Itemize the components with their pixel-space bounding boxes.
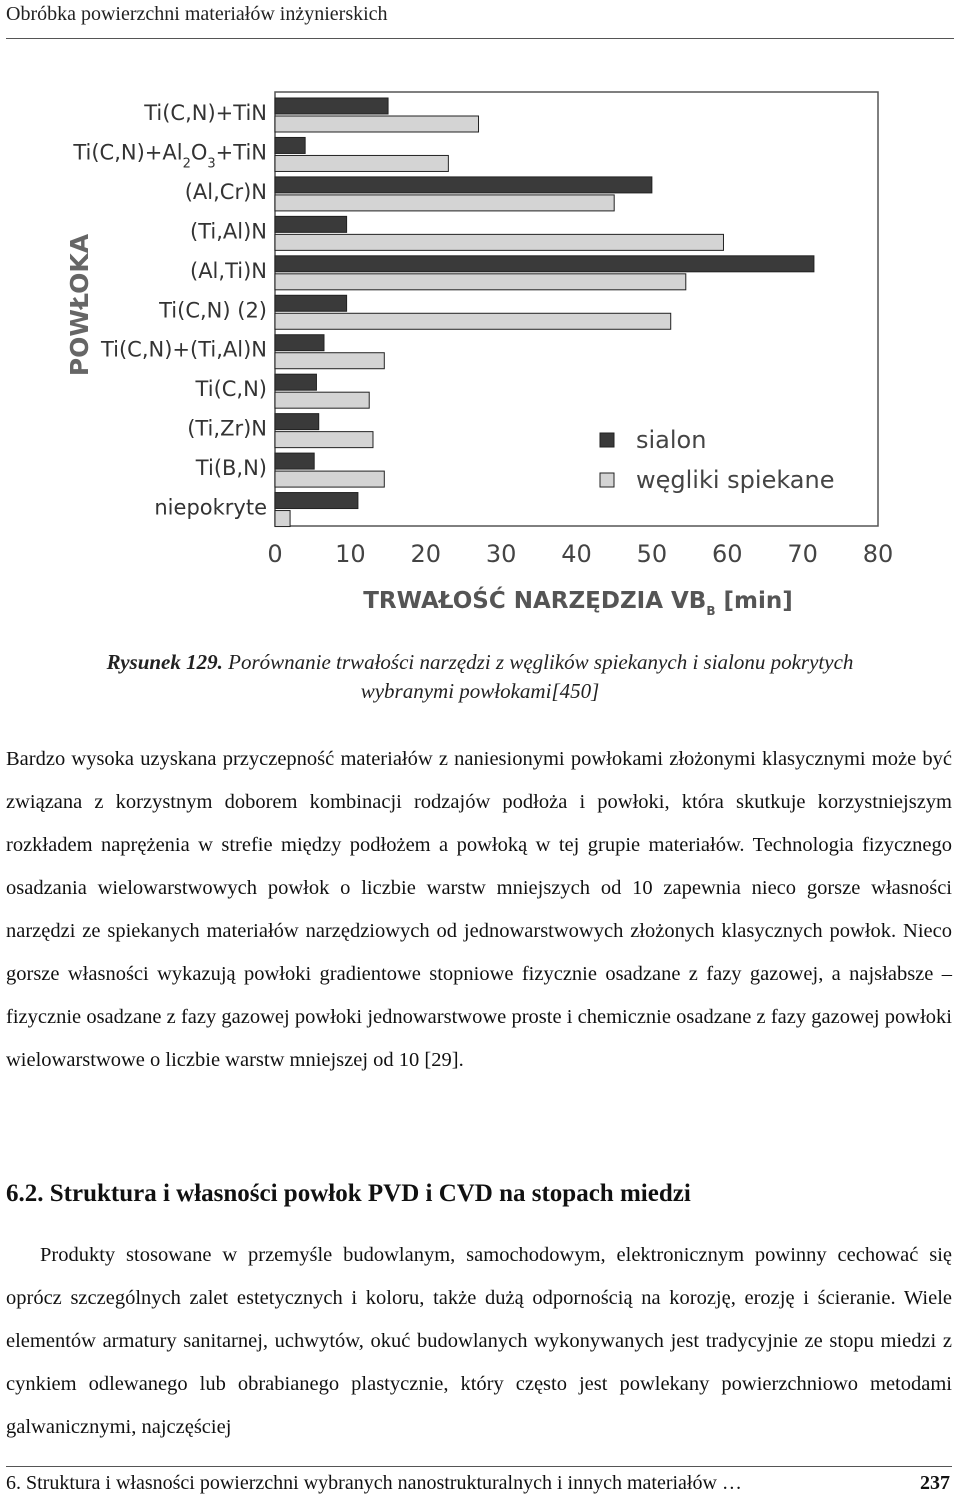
page-footer (6, 1466, 952, 1501)
bar-wegliki-2 (275, 195, 614, 211)
bar-sialon-0 (275, 98, 388, 114)
page-number: 237 (920, 1472, 950, 1494)
x-axis-label: TRWAŁOŚĆ NARZĘDZIA $VB_B$ [min] (363, 588, 793, 618)
category-label: Ti(C,N) (2) (159, 298, 267, 323)
bar-wegliki-6 (275, 353, 384, 369)
bar-sialon-6 (275, 335, 324, 351)
category-label: (Ti,Al)N (190, 219, 267, 244)
x-tick-label: 30 (485, 540, 517, 568)
x-tick-label: 50 (636, 540, 668, 568)
figure-chart (0, 80, 960, 640)
x-tick-label: 10 (335, 540, 366, 568)
x-tick-label: 80 (862, 540, 894, 568)
legend-swatch (600, 433, 614, 447)
category-label: Ti(C,N)+(Ti,Al)N (100, 337, 267, 362)
bar-sialon-3 (275, 216, 347, 232)
bar-wegliki-5 (275, 313, 671, 329)
category-label: (Al,Cr)N (184, 179, 267, 204)
caption-label: Rysunek 129. (106, 650, 223, 674)
x-tick-label: 70 (787, 540, 818, 568)
bar-sialon-1 (275, 137, 305, 153)
bar-wegliki-10 (275, 511, 290, 527)
running-title: Obróbka powierzchni materiałów inżynierskich (6, 3, 388, 25)
bar-wegliki-9 (275, 471, 384, 487)
bar-wegliki-8 (275, 432, 373, 448)
category-label: Ti(C,N) (195, 377, 267, 402)
section-heading: 6.2. Struktura i własności powłok PVD i CVD na stopach miedzi (6, 1180, 691, 1207)
bar-sialon-8 (275, 414, 319, 430)
bar-sialon-2 (275, 177, 652, 193)
figure-caption (0, 648, 960, 706)
category-label: Ti(C,N)+TiN (144, 101, 267, 125)
bar-wegliki-3 (275, 234, 723, 250)
bar-chart (0, 80, 960, 640)
x-tick-label: 60 (711, 540, 743, 568)
category-label: niepokryte (154, 495, 267, 520)
body-paragraph-1: Bardzo wysoka uzyskana przyczepność materiałów z naniesionymi powłokami złożonymi klasycznymi może być związana z korzystnym doborem kombinacji rodzajów podłoża i powłoki, która skutkuje korzystniejszym rozkładem naprężenia w strefie między podłożem a powłoką w tej grupie materiałów. Technologia fizycznego osadzania wielowarstwowych powłok o liczbie warstw mniejszych od 10 zapewnia nieco gorsze własności narzędzi ze spiekanych materiałów narzędziowych od jednowarstwowych złożonych klasycznych powłok. Nieco gorsze własności wykazują powłoki gradientowe stopniowe fizycznie osadzane z fazy gazowej, a najsłabsze – fizycznie osadzane z fazy gazowej powłoki jednowarstwowe proste i chemicznie osadzane z fazy gazowej powłoki wielowarstwowe o liczbie warstw mniejszej od 10 [29]. (6, 748, 952, 1071)
legend-label: węgliki spiekane (636, 466, 835, 494)
legend-label: sialon (636, 426, 707, 454)
body-paragraph-2: Produkty stosowane w przemyśle budowlanym, samochodowym, elektronicznym powinny cechować się oprócz szczególnych zalet estetycznych i koloru, także dużą odpornością na korozję, erozję i ścieranie. Wiele elementów armatury sanitarnej, uchwytów, okuć budowlanych wykonywanych jest tradycyjnie ze stopu miedzi z cynkiem odlewanego lub obrabianego plastycznie, który często jest powlekany powierzchniowo metodami galwanicznymi, najczęściej (6, 1244, 952, 1438)
x-tick-label: 40 (561, 540, 592, 568)
y-axis-label: POWŁOKA (65, 233, 94, 377)
x-tick-label: 0 (267, 540, 283, 568)
bar-sialon-7 (275, 374, 316, 390)
category-label: $Ti(C,N)+Al_2O_3+TiN$ (73, 140, 267, 171)
footer-chapter: 6. Struktura i własności powierzchni wybranych nanostrukturalnych i innych materiałów … (6, 1472, 742, 1494)
x-tick-label: 20 (410, 540, 442, 568)
bar-sialon-5 (275, 295, 347, 311)
bar-sialon-4 (275, 256, 814, 272)
category-label: (Al,Ti)N (190, 258, 267, 283)
category-label: (Ti,Zr)N (187, 416, 267, 441)
caption-line-1: Porównanie trwałości narzędzi z węglików spiekanych i sialonu pokrytych (228, 650, 854, 674)
bar-sialon-10 (275, 493, 358, 509)
running-header (6, 2, 954, 39)
bar-wegliki-7 (275, 392, 369, 408)
caption-line-2: wybranymi powłokami[450] (360, 679, 600, 703)
bar-wegliki-4 (275, 274, 686, 290)
bar-wegliki-0 (275, 116, 479, 132)
category-label: Ti(B,N) (195, 456, 267, 481)
legend-swatch (600, 473, 614, 487)
bar-sialon-9 (275, 453, 314, 469)
bar-wegliki-1 (275, 155, 448, 171)
